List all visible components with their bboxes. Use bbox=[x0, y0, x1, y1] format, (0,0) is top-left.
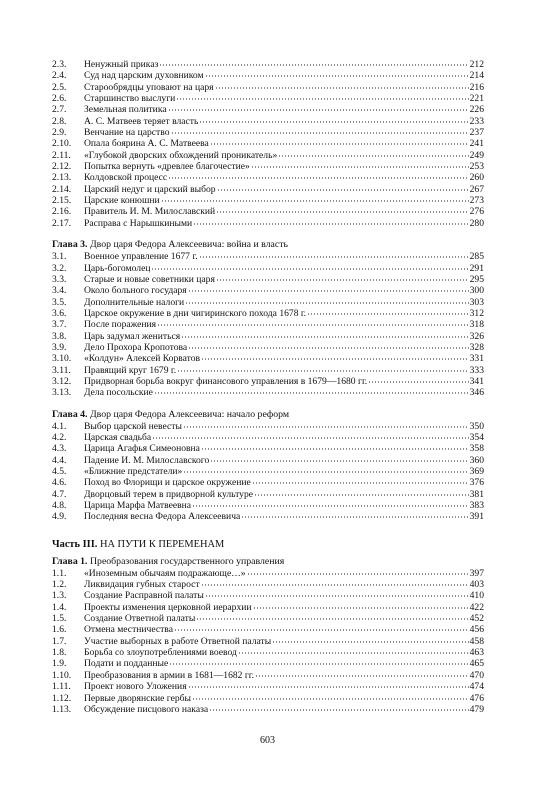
entry-page-number: 458 bbox=[469, 635, 484, 647]
toc-entry[interactable] bbox=[52, 693, 484, 704]
dot-leader bbox=[199, 121, 468, 123]
toc-entry[interactable] bbox=[52, 297, 484, 308]
dot-leader bbox=[188, 686, 469, 688]
toc-entry[interactable] bbox=[52, 331, 484, 342]
entry-page-number: 463 bbox=[469, 647, 484, 659]
toc-entry[interactable] bbox=[52, 670, 484, 681]
entry-page-number: 410 bbox=[469, 590, 484, 602]
part-heading bbox=[52, 538, 484, 551]
entry-title: Участие выборных в работе Ответной палаты bbox=[84, 635, 272, 647]
entry-page-number: 280 bbox=[469, 217, 484, 229]
entry-number: 4.2. bbox=[52, 431, 67, 443]
entry-title: Царская свадьба bbox=[84, 431, 152, 443]
dot-leader bbox=[183, 426, 469, 428]
entry-title: Придворная борьба вокруг финансового управления в 1679—1680 гг. bbox=[84, 375, 368, 387]
entry-title: «Глубокой дворских обхождений проникатель» bbox=[84, 149, 278, 161]
dot-leader bbox=[188, 290, 469, 292]
entry-page-number: 312 bbox=[469, 307, 484, 319]
chapter-label: Глава 1. bbox=[52, 555, 88, 567]
toc-entry[interactable] bbox=[52, 647, 484, 658]
chapter-heading bbox=[52, 556, 484, 568]
toc-entry[interactable] bbox=[52, 365, 484, 376]
entry-page-number: 237 bbox=[469, 127, 484, 139]
dot-leader bbox=[209, 709, 468, 711]
dot-leader bbox=[217, 189, 469, 191]
toc-entry[interactable] bbox=[52, 704, 484, 715]
entry-page-number: 422 bbox=[469, 601, 484, 613]
toc-entry[interactable] bbox=[52, 477, 484, 488]
entry-number: 1.11. bbox=[52, 681, 71, 693]
entry-page-number: 476 bbox=[469, 692, 484, 704]
entry-number: 2.6. bbox=[52, 93, 67, 105]
toc-entry[interactable] bbox=[52, 432, 484, 443]
toc-entry[interactable] bbox=[52, 342, 484, 353]
entry-title: Дворцовый терем в придворной культуре bbox=[84, 488, 254, 500]
entry-title: Около больного государя bbox=[84, 285, 187, 297]
dot-leader bbox=[161, 200, 469, 202]
entry-page-number: 350 bbox=[469, 420, 484, 432]
toc-entry[interactable] bbox=[52, 116, 484, 127]
entry-title: Создание Ответной палаты bbox=[84, 613, 196, 625]
entry-number: 1.13. bbox=[52, 703, 72, 715]
entry-number: 1.2. bbox=[52, 579, 67, 591]
entry-title: Колдовской процесс bbox=[84, 172, 168, 184]
entry-title: Отмена местничества bbox=[84, 624, 173, 636]
entry-title: Поход во Флорищи и царское окружение bbox=[84, 477, 251, 489]
toc-entry[interactable] bbox=[52, 172, 484, 183]
dot-leader bbox=[185, 302, 468, 304]
entry-number: 2.13. bbox=[52, 172, 72, 184]
entry-page-number: 479 bbox=[469, 703, 484, 715]
entry-title: Первые дворянские гербы bbox=[84, 692, 192, 704]
entry-number: 1.3. bbox=[52, 590, 67, 602]
dot-leader bbox=[174, 629, 469, 631]
entry-title: Суд над царским духовником bbox=[84, 70, 204, 82]
entry-page-number: 341 bbox=[469, 375, 484, 387]
entry-title: Обсуждение писцового наказа bbox=[84, 703, 209, 715]
entry-number: 1.9. bbox=[52, 658, 67, 670]
entry-page-number: 358 bbox=[469, 443, 484, 455]
toc-entry[interactable] bbox=[52, 681, 484, 692]
entry-page-number: 383 bbox=[469, 500, 484, 512]
dot-leader bbox=[278, 155, 468, 157]
entry-title: Правитель И. М. Милославский bbox=[84, 206, 216, 218]
entry-title: Попытка вернуть «древлее благочестие» bbox=[84, 161, 250, 173]
toc-entry[interactable] bbox=[52, 421, 484, 432]
toc-entry[interactable] bbox=[52, 613, 484, 624]
toc-entry[interactable] bbox=[52, 489, 484, 500]
entry-number: 2.8. bbox=[52, 115, 67, 127]
entry-number: 1.7. bbox=[52, 635, 67, 647]
entry-title: Царь-богомолец bbox=[84, 262, 151, 274]
entry-title: Падение И. М. Милославского bbox=[84, 454, 210, 466]
toc-entry[interactable] bbox=[52, 82, 484, 93]
entry-number: 3.4. bbox=[52, 285, 67, 297]
entry-number: 3.3. bbox=[52, 273, 67, 285]
entry-title: «Колдун» Алексей Корватов bbox=[84, 353, 201, 365]
entry-number: 2.10. bbox=[52, 138, 72, 150]
entry-page-number: 291 bbox=[469, 262, 484, 274]
toc-entry[interactable] bbox=[52, 206, 484, 217]
toc-entry[interactable] bbox=[52, 138, 484, 149]
dot-leader bbox=[216, 211, 468, 213]
entry-title: Царские конюшни bbox=[84, 195, 160, 207]
entry-number: 2.14. bbox=[52, 183, 72, 195]
entry-page-number: 381 bbox=[469, 488, 484, 500]
dot-leader bbox=[192, 698, 469, 700]
dot-leader bbox=[241, 516, 468, 518]
entry-page-number: 212 bbox=[469, 59, 484, 70]
entry-page-number: 241 bbox=[469, 138, 484, 150]
toc-entry[interactable] bbox=[52, 579, 484, 590]
dot-leader bbox=[272, 641, 468, 643]
entry-number: 1.12. bbox=[52, 692, 72, 704]
entry-number: 2.4. bbox=[52, 70, 67, 82]
dot-leader bbox=[201, 448, 469, 450]
toc-entry[interactable] bbox=[52, 590, 484, 601]
entry-number: 3.2. bbox=[52, 262, 67, 274]
entry-number: 3.11. bbox=[52, 364, 71, 376]
entry-number: 3.7. bbox=[52, 319, 67, 331]
dot-leader bbox=[255, 675, 469, 677]
dot-leader bbox=[154, 392, 469, 394]
entry-title: Подати и подданные bbox=[84, 658, 169, 670]
dot-leader bbox=[171, 132, 469, 134]
dot-leader bbox=[201, 358, 469, 360]
entry-title: Дела посольские bbox=[84, 387, 153, 399]
toc-entry[interactable] bbox=[52, 161, 484, 172]
table-of-contents bbox=[52, 59, 484, 715]
toc-entry[interactable] bbox=[52, 59, 484, 70]
chapter-title: Двор царя Федора Алексеевича: война и власть bbox=[87, 239, 289, 251]
entry-title: Старообрядцы уповают на царя bbox=[84, 81, 214, 93]
dot-leader bbox=[252, 482, 469, 484]
entry-page-number: 214 bbox=[469, 70, 484, 82]
entry-title: Ненужный приказ bbox=[84, 59, 159, 70]
dot-leader bbox=[152, 437, 468, 439]
dot-leader bbox=[176, 98, 468, 100]
dot-leader bbox=[247, 573, 469, 575]
entry-page-number: 397 bbox=[469, 567, 484, 579]
entry-title: Земельная политика bbox=[84, 104, 167, 116]
entry-page-number: 285 bbox=[469, 251, 484, 263]
dot-leader bbox=[183, 471, 468, 473]
dot-leader bbox=[205, 75, 469, 77]
entry-number: 4.3. bbox=[52, 443, 67, 455]
entry-page-number: 221 bbox=[469, 93, 484, 105]
entry-number: 4.6. bbox=[52, 477, 67, 489]
dot-leader bbox=[307, 313, 468, 315]
toc-entry[interactable] bbox=[52, 251, 484, 262]
entry-number: 2.7. bbox=[52, 104, 67, 116]
entry-title: Последняя весна Федора Алексеевича bbox=[84, 511, 241, 523]
entry-number: 2.16. bbox=[52, 206, 72, 218]
entry-title: Проекты изменения церковной иерархии bbox=[84, 601, 252, 613]
entry-number: 4.4. bbox=[52, 454, 67, 466]
entry-page-number: 391 bbox=[469, 511, 484, 523]
dot-leader bbox=[210, 460, 468, 462]
toc-entry[interactable] bbox=[52, 274, 484, 285]
dot-leader bbox=[216, 279, 469, 281]
dot-leader bbox=[215, 87, 469, 89]
entry-page-number: 474 bbox=[469, 681, 484, 693]
entry-title: Царское окружение в дни чигиринского похода 1678 г. bbox=[84, 307, 307, 319]
entry-page-number: 470 bbox=[469, 669, 484, 681]
toc-entry[interactable] bbox=[52, 184, 484, 195]
dot-leader bbox=[253, 607, 469, 609]
dot-leader bbox=[168, 177, 468, 179]
toc-entry[interactable] bbox=[52, 127, 484, 138]
dot-leader bbox=[177, 370, 468, 372]
entry-number: 3.8. bbox=[52, 330, 67, 342]
entry-number: 2.15. bbox=[52, 195, 72, 207]
dot-leader bbox=[188, 347, 468, 349]
toc-entry[interactable] bbox=[52, 93, 484, 104]
entry-number: 3.1. bbox=[52, 251, 67, 263]
entry-page-number: 318 bbox=[469, 319, 484, 331]
entry-title: Дело Прохора Кропотова bbox=[84, 341, 188, 353]
toc-entry[interactable] bbox=[52, 150, 484, 161]
chapter-title: Преобразования государственного управления bbox=[87, 555, 285, 567]
dot-leader bbox=[159, 64, 468, 66]
entry-title: Ликвидация губных старост bbox=[84, 579, 200, 591]
entry-number: 3.5. bbox=[52, 296, 67, 308]
entry-number: 3.10. bbox=[52, 353, 72, 365]
entry-number: 2.11. bbox=[52, 149, 71, 161]
part-label: Часть III. bbox=[52, 538, 98, 550]
dot-leader bbox=[168, 109, 469, 111]
entry-page-number: 331 bbox=[469, 353, 484, 365]
entry-page-number: 333 bbox=[469, 364, 484, 376]
dot-leader bbox=[151, 268, 468, 270]
dot-leader bbox=[210, 143, 469, 145]
entry-number: 2.9. bbox=[52, 127, 67, 139]
dot-leader bbox=[157, 324, 469, 326]
entry-page-number: 456 bbox=[469, 624, 484, 636]
toc-entry[interactable] bbox=[52, 500, 484, 511]
toc-entry[interactable] bbox=[52, 455, 484, 466]
entry-page-number: 452 bbox=[469, 613, 484, 625]
toc-entry[interactable] bbox=[52, 636, 484, 647]
entry-page-number: 226 bbox=[469, 104, 484, 116]
dot-leader bbox=[196, 618, 468, 620]
entry-title: Проект нового Уложения bbox=[84, 681, 187, 693]
toc-entry[interactable] bbox=[52, 218, 484, 229]
entry-title: Борьба со злоупотреблениями воевод bbox=[84, 647, 237, 659]
toc-entry[interactable] bbox=[52, 443, 484, 454]
entry-title: Правящий круг 1679 г. bbox=[84, 364, 177, 376]
entry-page-number: 216 bbox=[469, 81, 484, 93]
entry-page-number: 303 bbox=[469, 296, 484, 308]
entry-number: 4.9. bbox=[52, 511, 67, 523]
toc-entry[interactable] bbox=[52, 602, 484, 613]
entry-number: 3.9. bbox=[52, 341, 67, 353]
entry-title: Царь задумал жениться bbox=[84, 330, 181, 342]
entry-page-number: 249 bbox=[469, 149, 484, 161]
part-title: НА ПУТИ К ПЕРЕМЕНАМ bbox=[97, 538, 225, 550]
chapter-heading bbox=[52, 409, 484, 421]
entry-title: «Иноземным обычаям подражающе…» bbox=[84, 567, 246, 579]
entry-page-number: 369 bbox=[469, 466, 484, 477]
toc-entry[interactable] bbox=[52, 511, 484, 522]
entry-page-number: 376 bbox=[469, 477, 484, 489]
entry-title: Царский недуг и царский выбор bbox=[84, 183, 216, 195]
toc-entry[interactable] bbox=[52, 353, 484, 364]
entry-title: А. С. Матвеев теряет власть bbox=[84, 115, 199, 127]
chapter-label: Глава 3. bbox=[52, 239, 88, 251]
entry-number: 4.8. bbox=[52, 500, 67, 512]
toc-entry[interactable] bbox=[52, 285, 484, 296]
entry-number: 2.3. bbox=[52, 59, 67, 70]
entry-title: Преобразования в армии в 1681—1682 гг. bbox=[84, 669, 255, 681]
chapter-heading bbox=[52, 239, 484, 251]
entry-title: Венчание на царство bbox=[84, 127, 170, 139]
entry-number: 4.1. bbox=[52, 420, 67, 432]
entry-number: 3.13. bbox=[52, 387, 72, 399]
entry-number: 3.12. bbox=[52, 375, 72, 387]
entry-number: 1.1. bbox=[52, 567, 67, 579]
toc-entry[interactable] bbox=[52, 376, 484, 387]
toc-entry[interactable] bbox=[52, 319, 484, 330]
toc-entry[interactable] bbox=[52, 466, 484, 477]
dot-leader bbox=[205, 595, 469, 597]
entry-title: Царица Агафья Симеоновна bbox=[84, 443, 200, 455]
toc-entry[interactable] bbox=[52, 195, 484, 206]
entry-page-number: 295 bbox=[469, 273, 484, 285]
entry-number: 3.6. bbox=[52, 307, 67, 319]
entry-page-number: 465 bbox=[469, 658, 484, 670]
dot-leader bbox=[181, 336, 468, 338]
entry-title: После поражения bbox=[84, 319, 157, 331]
entry-page-number: 346 bbox=[469, 387, 484, 399]
chapter-label: Глава 4. bbox=[52, 408, 88, 420]
entry-title: «Ближние предстатели» bbox=[84, 466, 183, 477]
entry-title: Выбор царской невесты bbox=[84, 420, 182, 432]
dot-leader bbox=[201, 584, 469, 586]
dot-leader bbox=[368, 381, 468, 383]
toc-entry[interactable] bbox=[52, 387, 484, 398]
dot-leader bbox=[199, 256, 469, 258]
entry-number: 4.5. bbox=[52, 466, 67, 477]
page-number: 603 bbox=[260, 735, 275, 746]
toc-entry[interactable] bbox=[52, 263, 484, 274]
entry-page-number: 326 bbox=[469, 330, 484, 342]
dot-leader bbox=[192, 505, 469, 507]
toc-entry[interactable] bbox=[52, 308, 484, 319]
dot-leader bbox=[254, 494, 469, 496]
entry-number: 1.6. bbox=[52, 624, 67, 636]
entry-page-number: 253 bbox=[469, 161, 484, 173]
chapter-title: Двор царя Федора Алексеевича: начало реформ bbox=[87, 408, 290, 420]
entry-page-number: 300 bbox=[469, 285, 484, 297]
dot-leader bbox=[251, 166, 469, 168]
entry-title: Старшинство выслуги bbox=[84, 93, 176, 105]
entry-number: 2.12. bbox=[52, 161, 72, 173]
dot-leader bbox=[193, 223, 468, 225]
entry-page-number: 276 bbox=[469, 206, 484, 218]
toc-entry[interactable] bbox=[52, 658, 484, 669]
dot-leader bbox=[169, 663, 468, 665]
entry-page-number: 273 bbox=[469, 195, 484, 207]
toc-entry[interactable] bbox=[52, 104, 484, 115]
entry-title: Старые и новые советники царя bbox=[84, 273, 215, 285]
toc-entry[interactable] bbox=[52, 70, 484, 81]
entry-title: Опала боярина А. С. Матвеева bbox=[84, 138, 209, 150]
entry-page-number: 354 bbox=[469, 431, 484, 443]
entry-title: Дополнительные налоги bbox=[84, 296, 185, 308]
entry-page-number: 267 bbox=[469, 183, 484, 195]
entry-title: Военное управление 1677 г. bbox=[84, 251, 198, 263]
entry-number: 4.7. bbox=[52, 488, 67, 500]
toc-entry[interactable] bbox=[52, 568, 484, 579]
entry-page-number: 360 bbox=[469, 454, 484, 466]
entry-number: 1.4. bbox=[52, 601, 67, 613]
entry-page-number: 403 bbox=[469, 579, 484, 591]
entry-title: Создание Расправной палаты bbox=[84, 590, 204, 602]
entry-number: 1.5. bbox=[52, 613, 67, 625]
dot-leader bbox=[238, 652, 469, 654]
entry-number: 1.8. bbox=[52, 647, 67, 659]
entry-title: Расправа с Нарышкиными bbox=[84, 217, 193, 229]
entry-number: 2.17. bbox=[52, 217, 72, 229]
entry-page-number: 260 bbox=[469, 172, 484, 184]
entry-number: 1.10. bbox=[52, 669, 72, 681]
entry-page-number: 328 bbox=[469, 341, 484, 353]
entry-title: Царица Марфа Матвеевна bbox=[84, 500, 192, 512]
entry-page-number: 233 bbox=[469, 115, 484, 127]
entry-number: 2.5. bbox=[52, 81, 67, 93]
toc-entry[interactable] bbox=[52, 624, 484, 635]
